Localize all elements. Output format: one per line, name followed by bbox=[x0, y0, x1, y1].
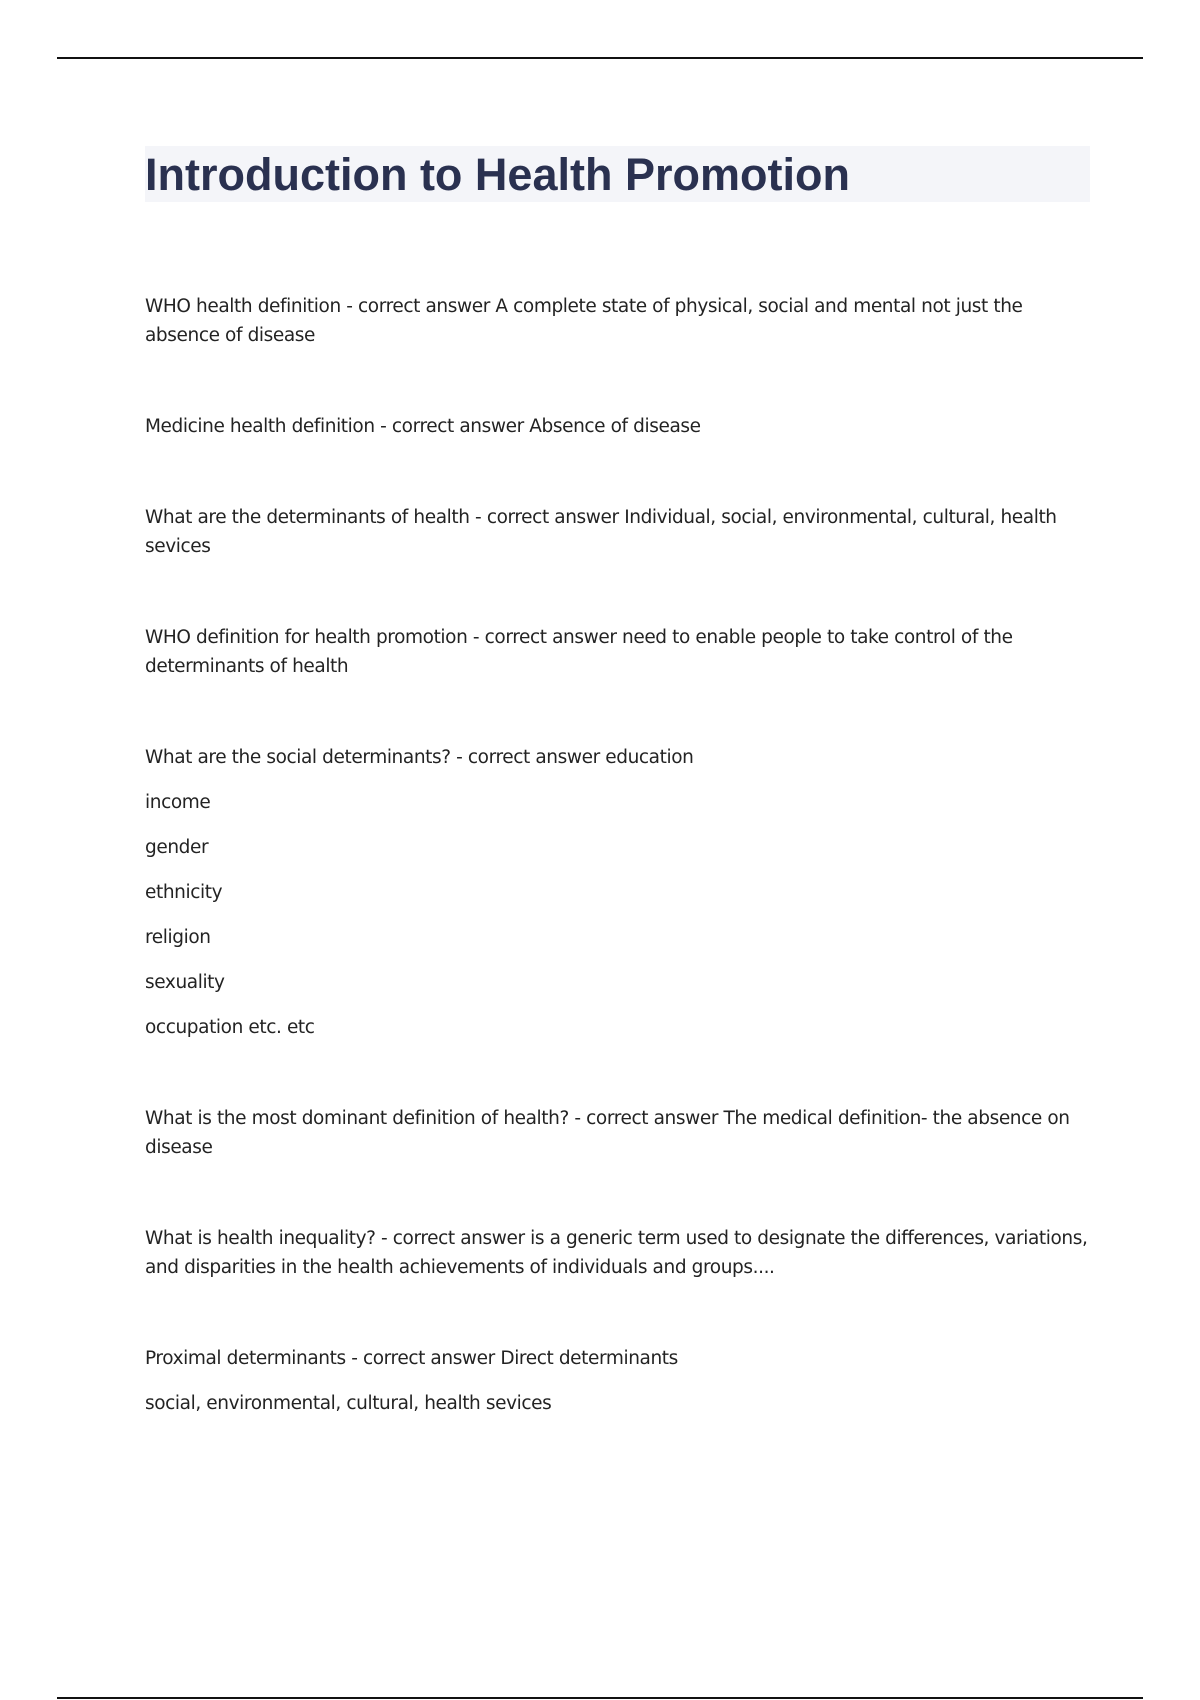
question: What is health inequality? bbox=[145, 1228, 376, 1249]
document-title: Introduction to Health Promotion bbox=[145, 148, 850, 200]
qa-text bbox=[145, 503, 1095, 561]
qa-text bbox=[145, 1104, 1095, 1162]
answer: education bbox=[605, 747, 694, 768]
qa-list bbox=[145, 292, 1095, 1418]
qa-text bbox=[145, 292, 1095, 350]
answer: is a generic term used to designate the differences, variations, and disparities in the health achievements of individuals and groups.... bbox=[145, 1228, 1088, 1278]
question: What are the social determinants? bbox=[145, 747, 451, 768]
answer-line: gender bbox=[145, 837, 209, 858]
qa-item-who-health bbox=[145, 292, 1095, 350]
title-banner bbox=[145, 146, 1090, 202]
answer-line: sexuality bbox=[145, 972, 225, 993]
question: WHO health definition bbox=[145, 296, 341, 317]
answer-line: social, environmental, cultural, health sevices bbox=[145, 1393, 552, 1414]
question: What is the most dominant definition of health? bbox=[145, 1108, 569, 1129]
answer: Absence of disease bbox=[529, 416, 701, 437]
correct-answer-separator: - correct answer bbox=[345, 1348, 501, 1369]
qa-text bbox=[145, 743, 1095, 772]
correct-answer-separator: - correct answer bbox=[469, 507, 625, 528]
correct-answer-separator: - correct answer bbox=[467, 627, 623, 648]
correct-answer-separator: - correct answer bbox=[568, 1108, 724, 1129]
answer: Individual, social, environmental, cultural, health sevices bbox=[145, 507, 1057, 557]
question: What are the determinants of health bbox=[145, 507, 470, 528]
qa-item-determinants bbox=[145, 503, 1095, 561]
qa-text bbox=[145, 1224, 1095, 1282]
answer: Direct determinants bbox=[500, 1348, 678, 1369]
answer-line: income bbox=[145, 792, 211, 813]
question: WHO definition for health promotion bbox=[145, 627, 468, 648]
answer: A complete state of physical, social and mental not just the absence of disease bbox=[145, 296, 1023, 346]
correct-answer-separator: - correct answer bbox=[375, 1228, 531, 1249]
qa-item-social-determinants bbox=[145, 743, 1095, 1042]
qa-item-proximal-determinants bbox=[145, 1344, 1095, 1418]
qa-text bbox=[145, 412, 1095, 441]
question: Medicine health definition bbox=[145, 416, 375, 437]
answer: need to enable people to take control of the determinants of health bbox=[145, 627, 1013, 677]
qa-text bbox=[145, 623, 1095, 681]
answer-line: occupation etc. etc bbox=[145, 1017, 315, 1038]
correct-answer-separator: - correct answer bbox=[340, 296, 496, 317]
qa-item-who-promotion bbox=[145, 623, 1095, 681]
qa-item-medicine-health bbox=[145, 412, 1095, 441]
qa-text bbox=[145, 1344, 1095, 1373]
qa-item-dominant-definition bbox=[145, 1104, 1095, 1162]
answer-line: ethnicity bbox=[145, 882, 223, 903]
correct-answer-separator: - correct answer bbox=[450, 747, 606, 768]
correct-answer-separator: - correct answer bbox=[374, 416, 530, 437]
qa-item-health-inequality bbox=[145, 1224, 1095, 1282]
answer-line: religion bbox=[145, 927, 211, 948]
bottom-rule bbox=[57, 1697, 1143, 1699]
answer: The medical definition- the absence on disease bbox=[145, 1108, 1070, 1158]
top-rule bbox=[57, 57, 1143, 59]
question: Proximal determinants bbox=[145, 1348, 346, 1369]
